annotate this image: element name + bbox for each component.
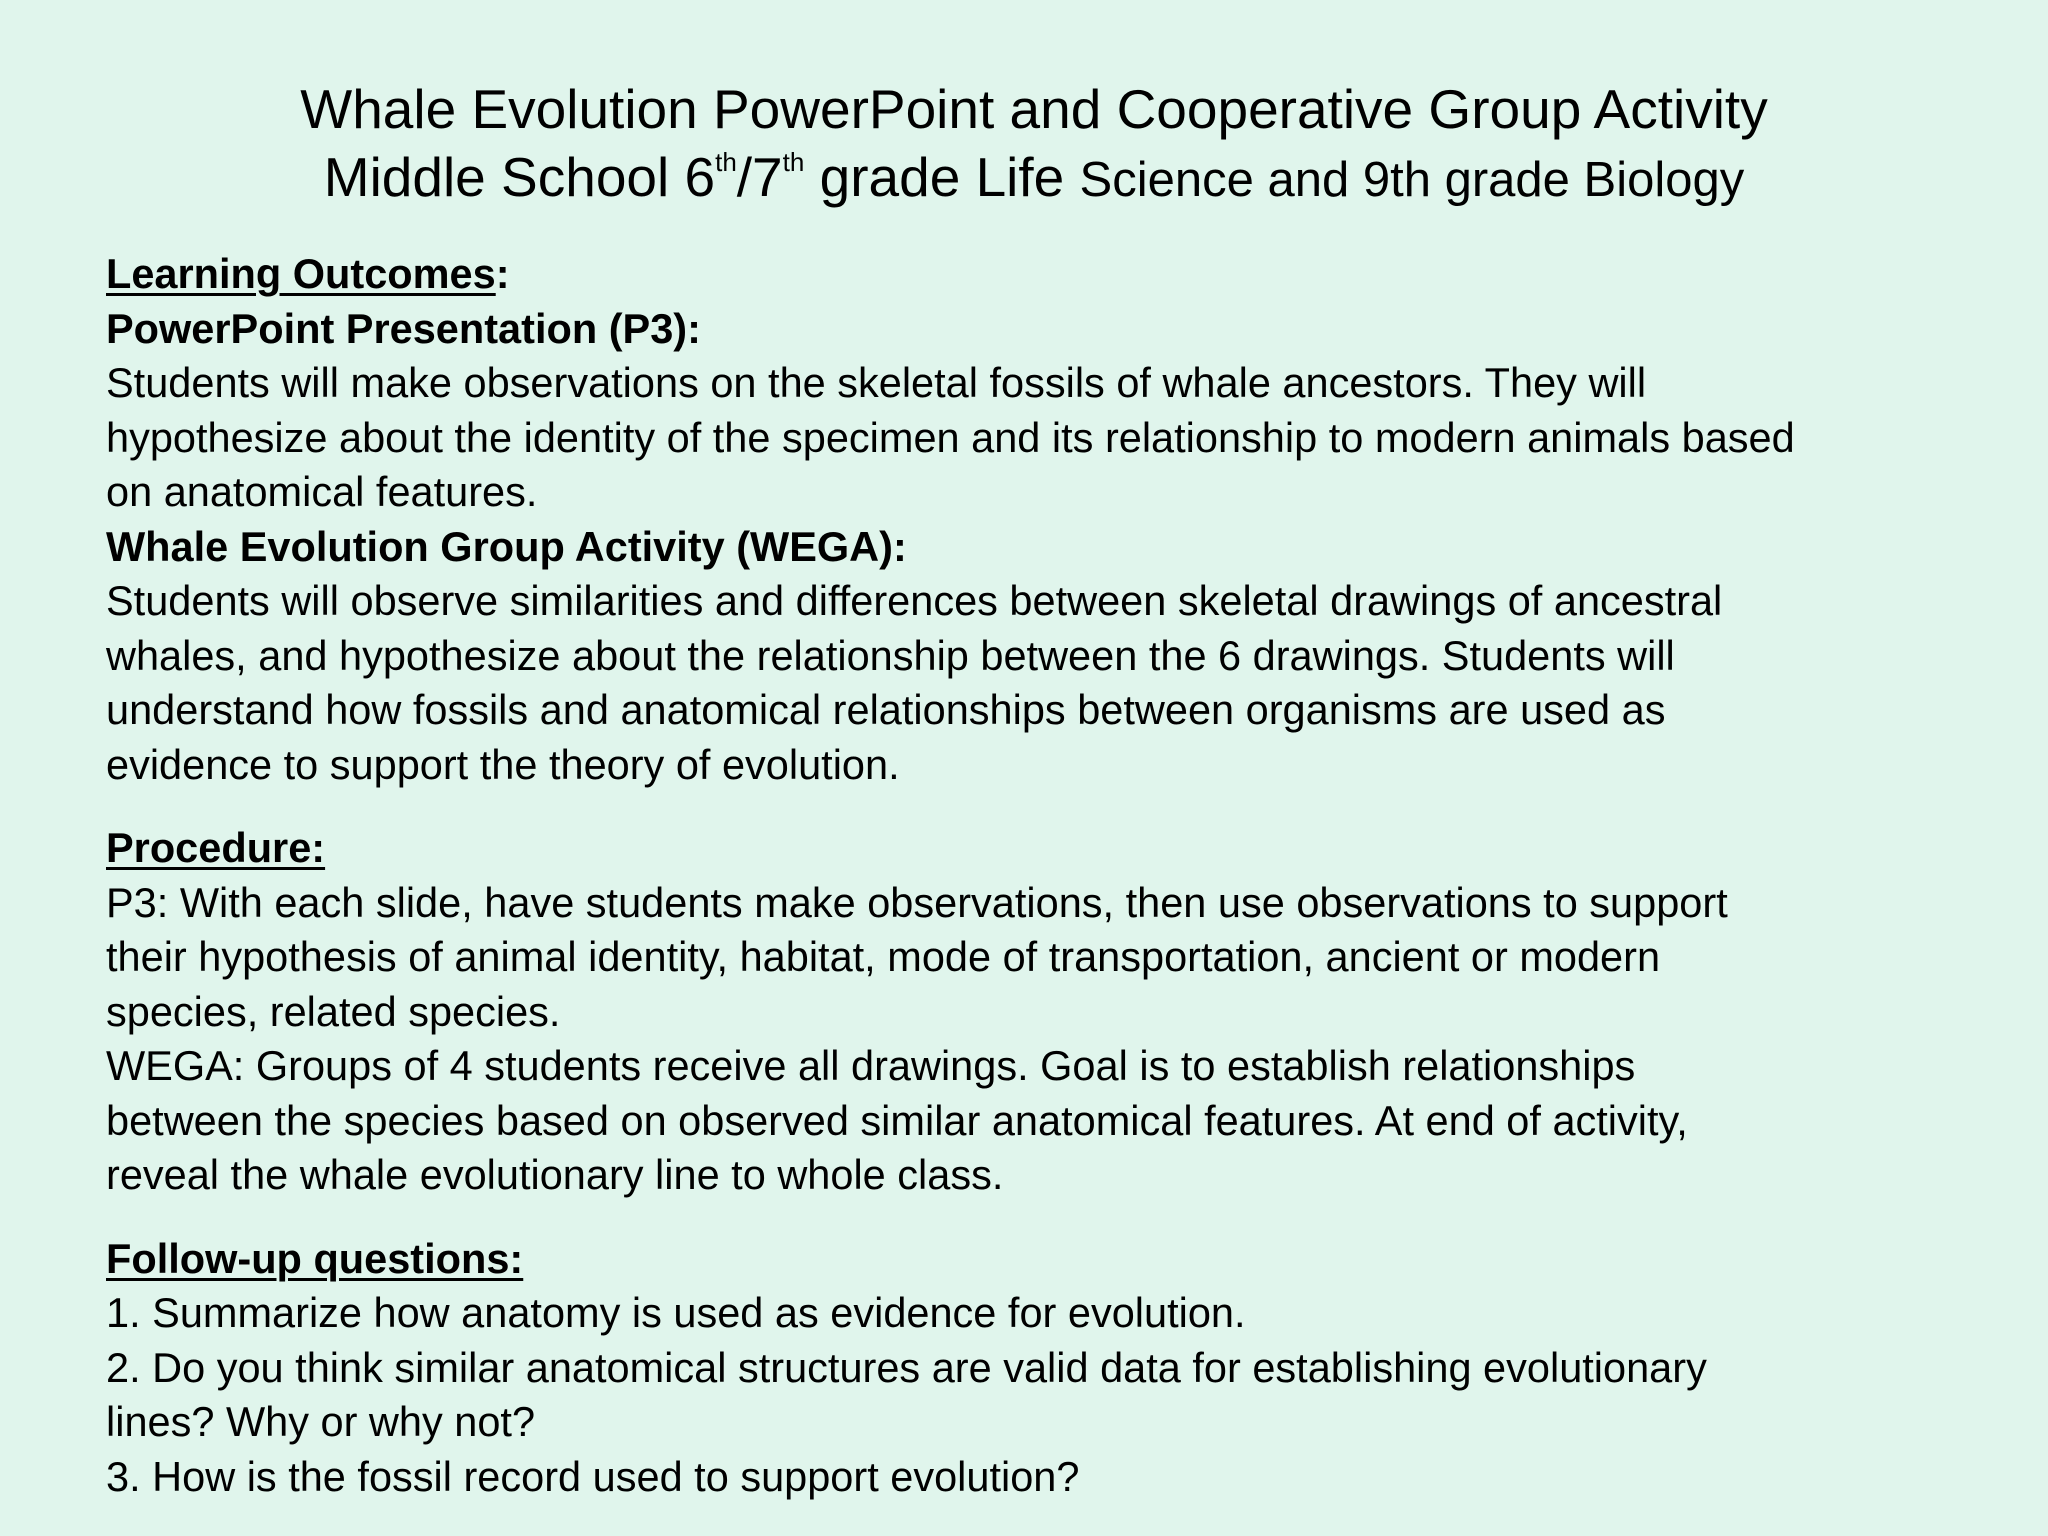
follow-up-heading-text: Follow-up questions: — [106, 1234, 524, 1282]
title-superscript-1: th — [715, 147, 737, 177]
title-line-2 — [0, 142, 2048, 215]
wega-line: whales, and hypothesize about the relationship between the 6 drawings. Students will — [106, 631, 1675, 679]
follow-up-question: 3. How is the fossil record used to support evolution? — [106, 1452, 1080, 1500]
procedure-heading — [106, 821, 2006, 876]
learning-outcomes-section — [106, 247, 2006, 792]
procedure-line: WEGA: Groups of 4 students receive all drawings. Goal is to establish relationships — [106, 1042, 1636, 1089]
follow-up-section — [106, 1232, 2006, 1505]
section-spacer — [106, 792, 2006, 821]
procedure-line: species, related species. — [106, 987, 561, 1035]
learning-outcomes-heading-text: Learning Outcomes — [106, 250, 496, 297]
wega-line: understand how fossils and anatomical relationships between organisms are used as — [106, 686, 1666, 733]
learning-outcomes-heading — [106, 247, 2006, 302]
p3-line: Students will make observations on the skeletal fossils of whale ancestors. They will — [106, 359, 1647, 406]
title-line-2-part-3: grade Life — [804, 146, 1080, 208]
procedure-line: reveal the whale evolutionary line to whole class. — [106, 1151, 1004, 1198]
procedure-line: P3: With each slide, have students make observations, then use observations to support — [106, 878, 1728, 926]
title-line-1: Whale Evolution PowerPoint and Cooperative Group Activity — [300, 78, 1768, 140]
follow-up-question: 2. Do you think similar anatomical structures are valid data for establishing evolutionary — [106, 1343, 1707, 1391]
p3-heading: PowerPoint Presentation (P3): — [106, 304, 701, 352]
wega-line: evidence to support the theory of evolution. — [106, 740, 900, 788]
procedure-line: their hypothesis of animal identity, habitat, mode of transportation, ancient or modern — [106, 933, 1661, 980]
title-line-2-part-1: Middle School 6 — [323, 146, 716, 208]
title-line-2-part-2: /7 — [736, 146, 783, 208]
wega-heading: Whale Evolution Group Activity (WEGA): — [106, 522, 907, 570]
procedure-line: between the species based on observed similar anatomical features. At end of activity, — [106, 1096, 1688, 1144]
p3-line: hypothesize about the identity of the specimen and its relationship to modern animals based — [106, 413, 1795, 461]
follow-up-question: lines? Why or why not? — [106, 1398, 536, 1445]
title-line-2-part-4: Science and 9th grade Biology — [1079, 153, 1745, 207]
document-body — [106, 247, 2006, 1504]
procedure-section — [106, 821, 2006, 1203]
follow-up-heading — [106, 1232, 2006, 1287]
page-title — [0, 76, 2048, 215]
procedure-heading-text: Procedure: — [106, 824, 326, 871]
wega-line: Students will observe similarities and differences between skeletal drawings of ancestral — [106, 577, 1723, 624]
learning-outcomes-heading-colon: : — [495, 250, 510, 297]
title-superscript-2: th — [782, 147, 805, 177]
p3-line: on anatomical features. — [106, 468, 538, 515]
section-spacer — [106, 1203, 2006, 1232]
follow-up-question: 1. Summarize how anatomy is used as evidence for evolution. — [106, 1289, 1246, 1336]
